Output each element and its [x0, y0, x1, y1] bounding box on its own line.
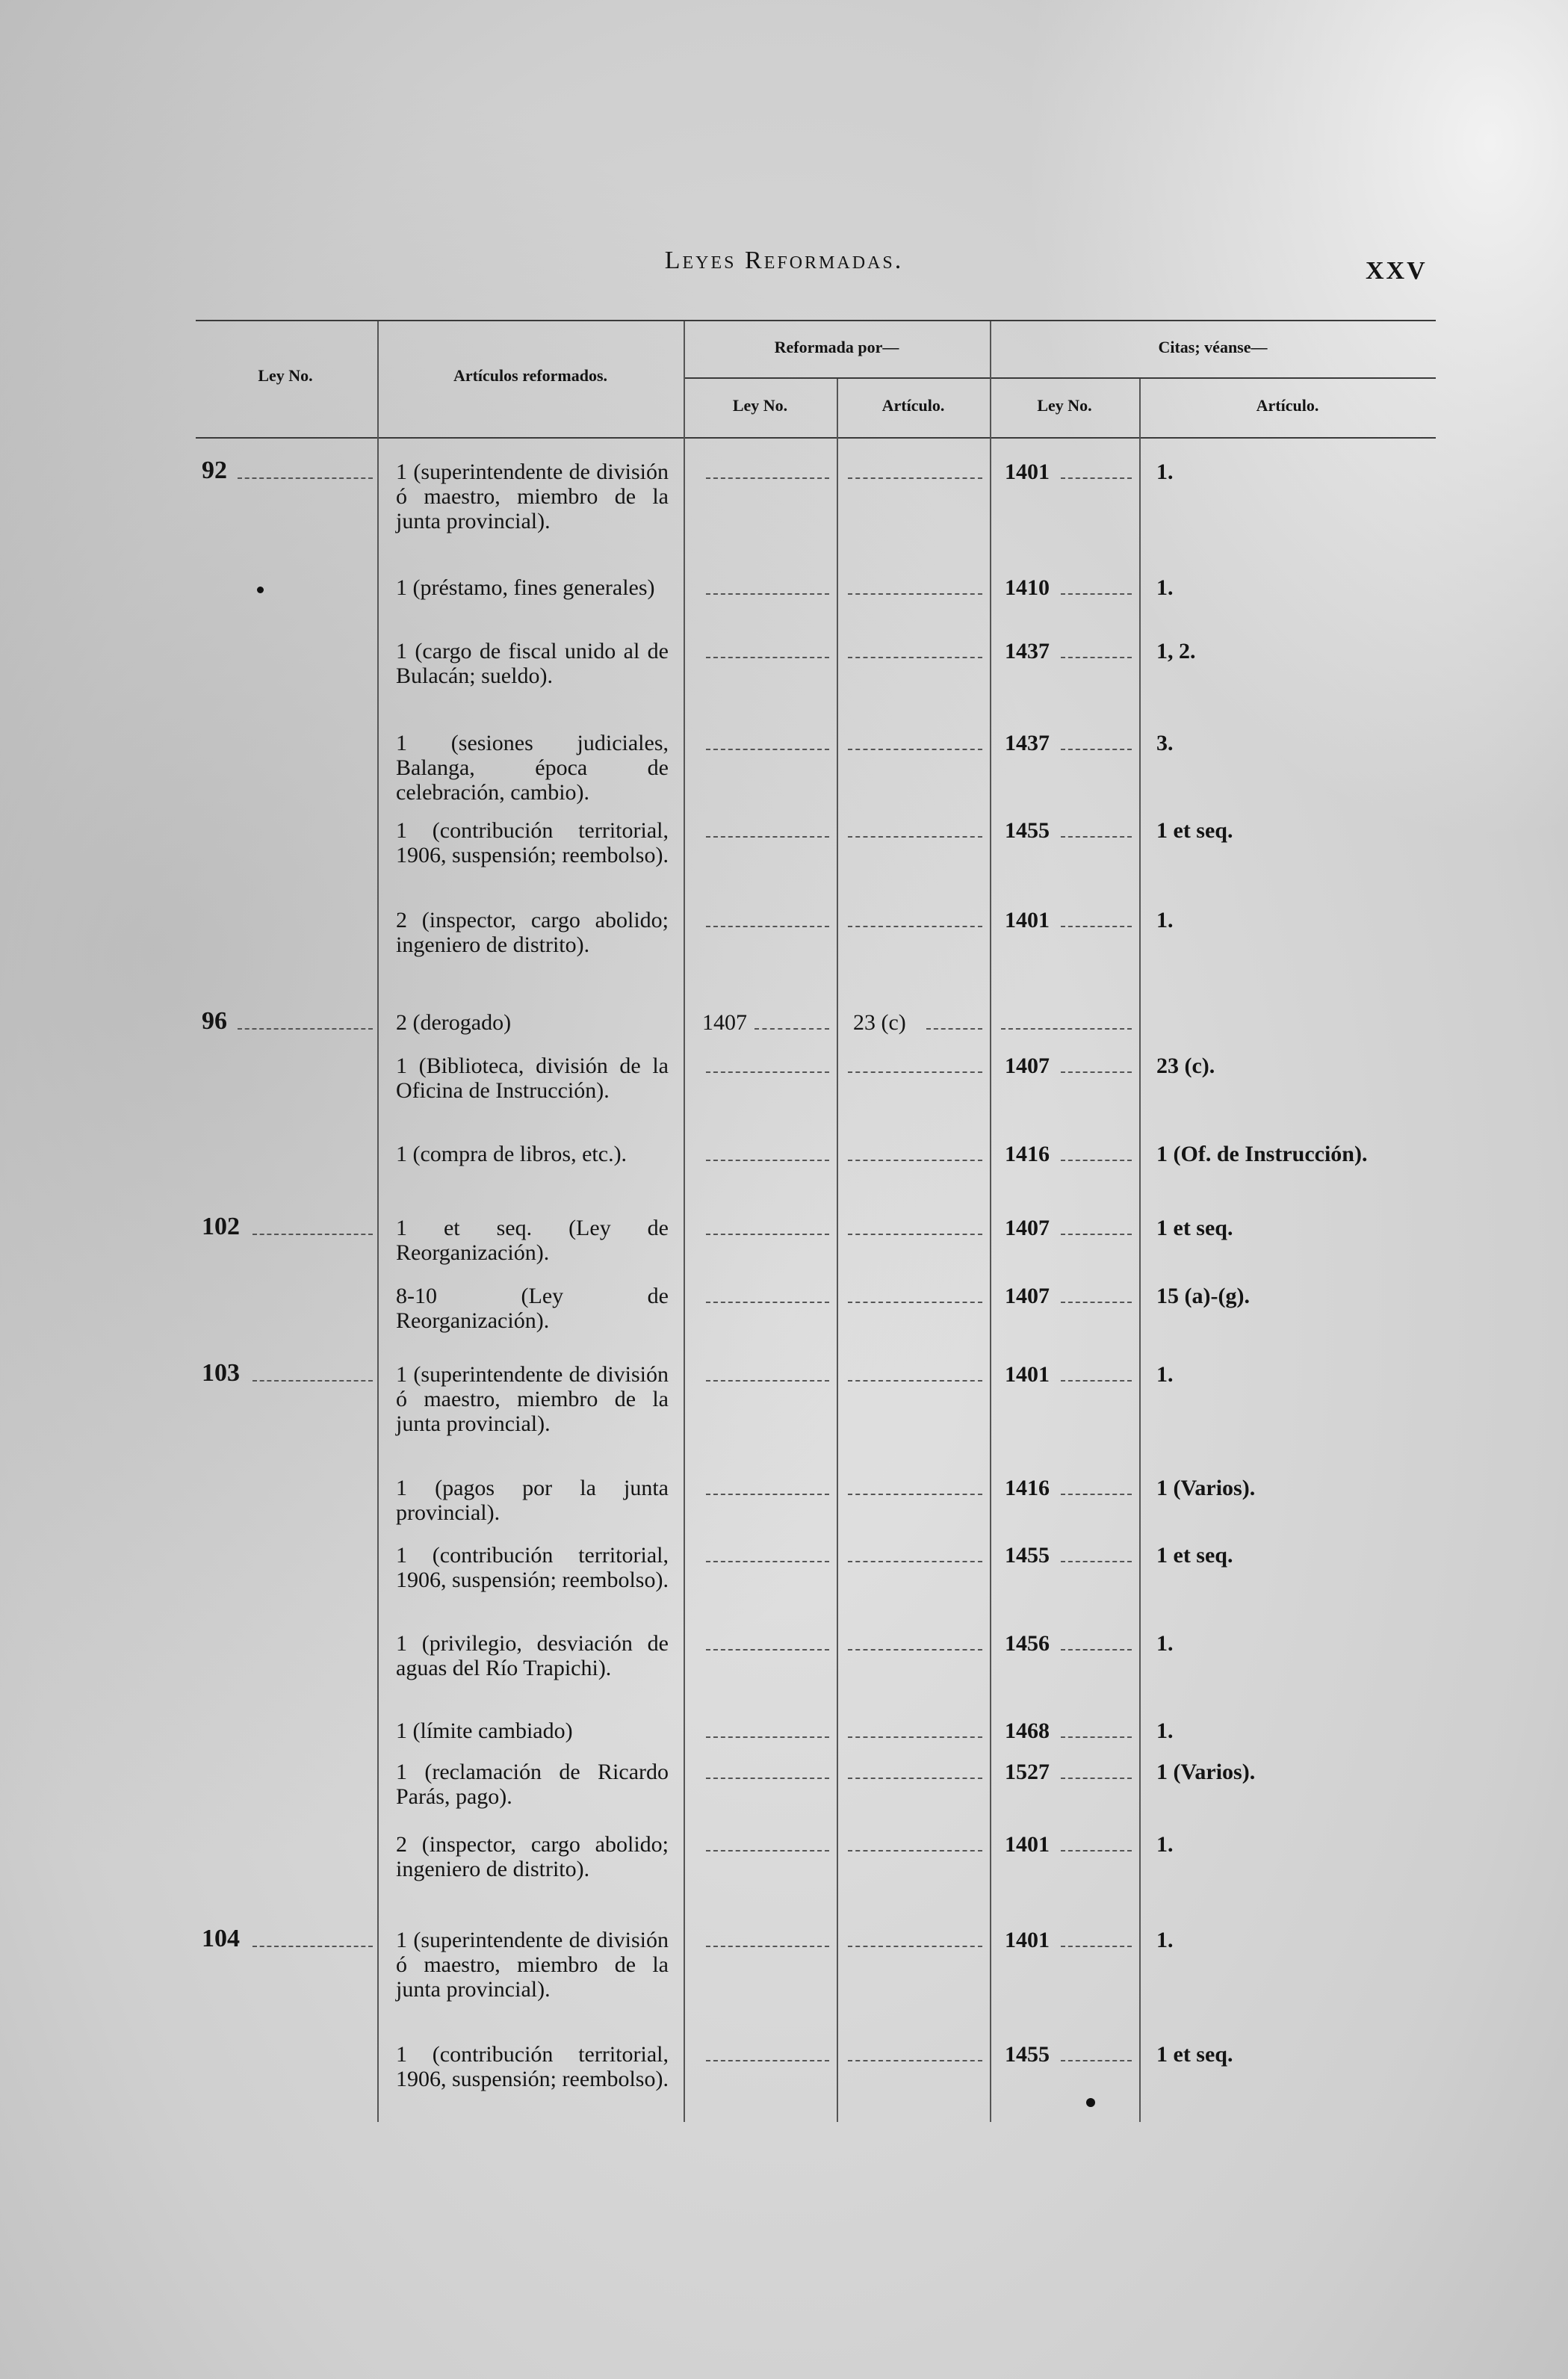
leader-dots	[706, 1736, 829, 1738]
cita-articulo: 1 et seq.	[1156, 818, 1233, 843]
column-line	[377, 321, 379, 2122]
articulo-reformado: 1 (superintendente de división ó maestro, miembro de la junta provincial).	[396, 1362, 669, 1436]
leader-dots	[754, 1028, 829, 1030]
leader-dots	[848, 1302, 982, 1303]
law-number: 102	[202, 1213, 240, 1240]
running-head: Leyes Reformadas.	[664, 247, 904, 274]
leader-dots	[1061, 657, 1132, 658]
leader-dots	[848, 1561, 982, 1562]
law-number: 92	[202, 457, 227, 484]
leader-dots	[706, 1494, 829, 1495]
law-number: 103	[202, 1359, 240, 1387]
leader-dots	[848, 1160, 982, 1161]
articulo-reformado: 1 (superintendente de división ó maestro, miembro de la junta provincial).	[396, 1928, 669, 2002]
leader-dots	[252, 1380, 373, 1382]
leader-dots	[1061, 1778, 1132, 1779]
leader-dots	[848, 1649, 982, 1651]
cita-articulo: 1 et seq.	[1156, 1216, 1233, 1240]
cita-articulo: 1 et seq.	[1156, 2042, 1233, 2067]
header-citas: Citas; véanse—	[1158, 338, 1268, 356]
articulo-reformado: 2 (derogado)	[396, 1010, 512, 1035]
reformada-ley-no: 1407	[702, 1010, 747, 1035]
leader-dots	[1061, 1736, 1132, 1738]
page-number: XXV	[1366, 257, 1428, 285]
leader-dots	[706, 1160, 829, 1161]
leader-dots	[848, 477, 982, 479]
leader-dots	[706, 657, 829, 658]
leader-dots	[252, 1234, 373, 1235]
cita-articulo: 1.	[1156, 1631, 1174, 1656]
cita-articulo: 1, 2.	[1156, 639, 1196, 663]
leader-dots	[848, 1234, 982, 1235]
cita-ley-no: 1401	[1005, 1362, 1050, 1387]
leader-dots	[706, 836, 829, 838]
leader-dots	[848, 1946, 982, 1947]
articulo-reformado: 8-10 (Ley de Reorganización).	[396, 1284, 669, 1333]
cita-articulo: 1.	[1156, 460, 1174, 484]
cita-ley-no: 1401	[1005, 460, 1050, 484]
leader-dots	[1061, 1561, 1132, 1562]
articulo-reformado: 1 (compra de libros, etc.).	[396, 1142, 627, 1166]
articulo-reformado: 1 (préstamo, fines generales)	[396, 575, 655, 600]
leader-dots	[848, 1778, 982, 1779]
cita-articulo: 1.	[1156, 908, 1174, 932]
cita-ley-no: 1407	[1005, 1216, 1050, 1240]
cita-articulo: 1.	[1156, 575, 1174, 600]
cita-articulo: 3.	[1156, 731, 1174, 755]
leader-dots	[706, 1850, 829, 1851]
leader-dots	[706, 1649, 829, 1651]
column-line	[684, 321, 685, 2122]
leader-dots	[706, 477, 829, 479]
cita-articulo: 1 (Varios).	[1156, 1476, 1256, 1500]
cita-ley-no: 1437	[1005, 731, 1050, 755]
cita-ley-no: 1527	[1005, 1760, 1050, 1784]
leader-dots	[706, 2060, 829, 2061]
cita-ley-no: 1407	[1005, 1284, 1050, 1308]
cita-ley-no: 1468	[1005, 1718, 1050, 1743]
law-number: 96	[202, 1007, 227, 1035]
leader-dots	[848, 657, 982, 658]
leader-dots	[252, 1946, 373, 1947]
leader-dots	[1061, 1494, 1132, 1495]
leader-dots	[706, 926, 829, 927]
articulo-reformado: 1 (Biblioteca, división de la Oficina de Instrucción).	[396, 1054, 669, 1103]
leader-dots	[1061, 1071, 1132, 1073]
header-articulos: Artículos reformados.	[453, 366, 608, 385]
reformada-articulo: 23 (c)	[853, 1010, 906, 1035]
cita-ley-no: 1416	[1005, 1476, 1050, 1500]
leader-dots	[1061, 926, 1132, 927]
cita-ley-no: 1455	[1005, 1543, 1050, 1568]
cita-ley-no: 1407	[1005, 1054, 1050, 1078]
leader-dots	[848, 2060, 982, 2061]
leader-dots	[1061, 2060, 1132, 2061]
leader-dots	[848, 1071, 982, 1073]
header-cit-ley-no: Ley No.	[1037, 396, 1092, 415]
cita-ley-no: 1455	[1005, 2042, 1050, 2067]
articulo-reformado: 1 et seq. (Ley de Reorganización).	[396, 1216, 669, 1265]
header-top-rule	[196, 320, 1436, 321]
cita-ley-no: 1456	[1005, 1631, 1050, 1656]
header-ley-no: Ley No.	[258, 366, 313, 385]
cita-articulo: 23 (c).	[1156, 1054, 1215, 1078]
leader-dots	[1061, 749, 1132, 750]
articulo-reformado: 1 (cargo de fiscal unido al de Bulacán; sueldo).	[396, 639, 669, 688]
law-number: 104	[202, 1925, 240, 1952]
leader-dots	[238, 477, 373, 479]
leader-dots	[1061, 1302, 1132, 1303]
leader-dots	[706, 1561, 829, 1562]
leader-dots	[1061, 593, 1132, 595]
leader-dots	[1061, 836, 1132, 838]
cita-articulo: 1 et seq.	[1156, 1543, 1233, 1568]
leader-dots	[848, 1850, 982, 1851]
cita-ley-no: 1401	[1005, 908, 1050, 932]
articulo-reformado: 1 (superintendente de división ó maestro, miembro de la junta provincial).	[396, 460, 669, 533]
leader-dots	[848, 1380, 982, 1382]
column-line	[837, 379, 838, 2122]
leader-dots	[1061, 1234, 1132, 1235]
header-mid-rule	[684, 377, 1436, 379]
articulo-reformado: 2 (inspector, cargo abolido; ingeniero de distrito).	[396, 1832, 669, 1881]
leader-dots	[1061, 1160, 1132, 1161]
header-bottom-rule	[196, 437, 1436, 439]
leader-dots	[848, 1736, 982, 1738]
leader-dots	[706, 1380, 829, 1382]
cita-ley-no: 1401	[1005, 1832, 1050, 1857]
cita-ley-no: 1410	[1005, 575, 1050, 600]
header-ref-ley-no: Ley No.	[732, 396, 788, 415]
header-cit-articulo: Artículo.	[1256, 396, 1319, 415]
cita-articulo: 1 (Varios).	[1156, 1760, 1256, 1784]
cita-ley-no: 1455	[1005, 818, 1050, 843]
articulo-reformado: 1 (contribución territorial, 1906, suspensión; reembolso).	[396, 1543, 669, 1592]
ink-speck	[257, 587, 264, 593]
cita-articulo: 1.	[1156, 1362, 1174, 1387]
articulo-reformado: 1 (privilegio, desviación de aguas del Río Trapichi).	[396, 1631, 669, 1680]
articulo-reformado: 1 (sesiones judiciales, Balanga, época de celebración, cambio).	[396, 731, 669, 805]
leader-dots	[848, 836, 982, 838]
leader-dots	[926, 1028, 982, 1030]
leader-dots	[1061, 1946, 1132, 1947]
leader-dots	[1061, 1380, 1132, 1382]
leader-dots	[848, 749, 982, 750]
cita-articulo: 1.	[1156, 1718, 1174, 1743]
leader-dots	[848, 1494, 982, 1495]
leader-dots	[1061, 477, 1132, 479]
leader-dots	[706, 749, 829, 750]
cita-articulo: 1.	[1156, 1928, 1174, 1952]
leader-dots	[848, 593, 982, 595]
leader-dots	[706, 1234, 829, 1235]
leader-dots	[706, 1302, 829, 1303]
leader-dots	[1061, 1649, 1132, 1651]
articulo-reformado: 1 (límite cambiado)	[396, 1718, 573, 1743]
leader-dots	[706, 1071, 829, 1073]
leader-dots	[1001, 1028, 1132, 1030]
cita-ley-no: 1401	[1005, 1928, 1050, 1952]
leader-dots	[1061, 1850, 1132, 1851]
cita-articulo: 1 (Of. de Instrucción).	[1156, 1142, 1368, 1166]
leader-dots	[238, 1028, 373, 1030]
articulo-reformado: 1 (pagos por la junta provincial).	[396, 1476, 669, 1525]
articulo-reformado: 1 (contribución territorial, 1906, suspensión; reembolso).	[396, 2042, 669, 2091]
articulo-reformado: 1 (contribución territorial, 1906, suspensión; reembolso).	[396, 818, 669, 867]
header-ref-articulo: Artículo.	[881, 396, 945, 415]
leader-dots	[706, 1778, 829, 1779]
cita-ley-no: 1416	[1005, 1142, 1050, 1166]
articulo-reformado: 1 (reclamación de Ricardo Parás, pago).	[396, 1760, 669, 1809]
leader-dots	[706, 1946, 829, 1947]
leader-dots	[848, 926, 982, 927]
cita-articulo: 1.	[1156, 1832, 1174, 1857]
column-line	[1139, 379, 1141, 2122]
cita-ley-no: 1437	[1005, 639, 1050, 663]
ink-speck	[1086, 2098, 1095, 2107]
articulo-reformado: 2 (inspector, cargo abolido; ingeniero de distrito).	[396, 908, 669, 957]
column-line	[990, 321, 991, 2122]
cita-articulo: 15 (a)-(g).	[1156, 1284, 1250, 1308]
leader-dots	[706, 593, 829, 595]
header-reformada-por: Reformada por—	[774, 338, 899, 356]
